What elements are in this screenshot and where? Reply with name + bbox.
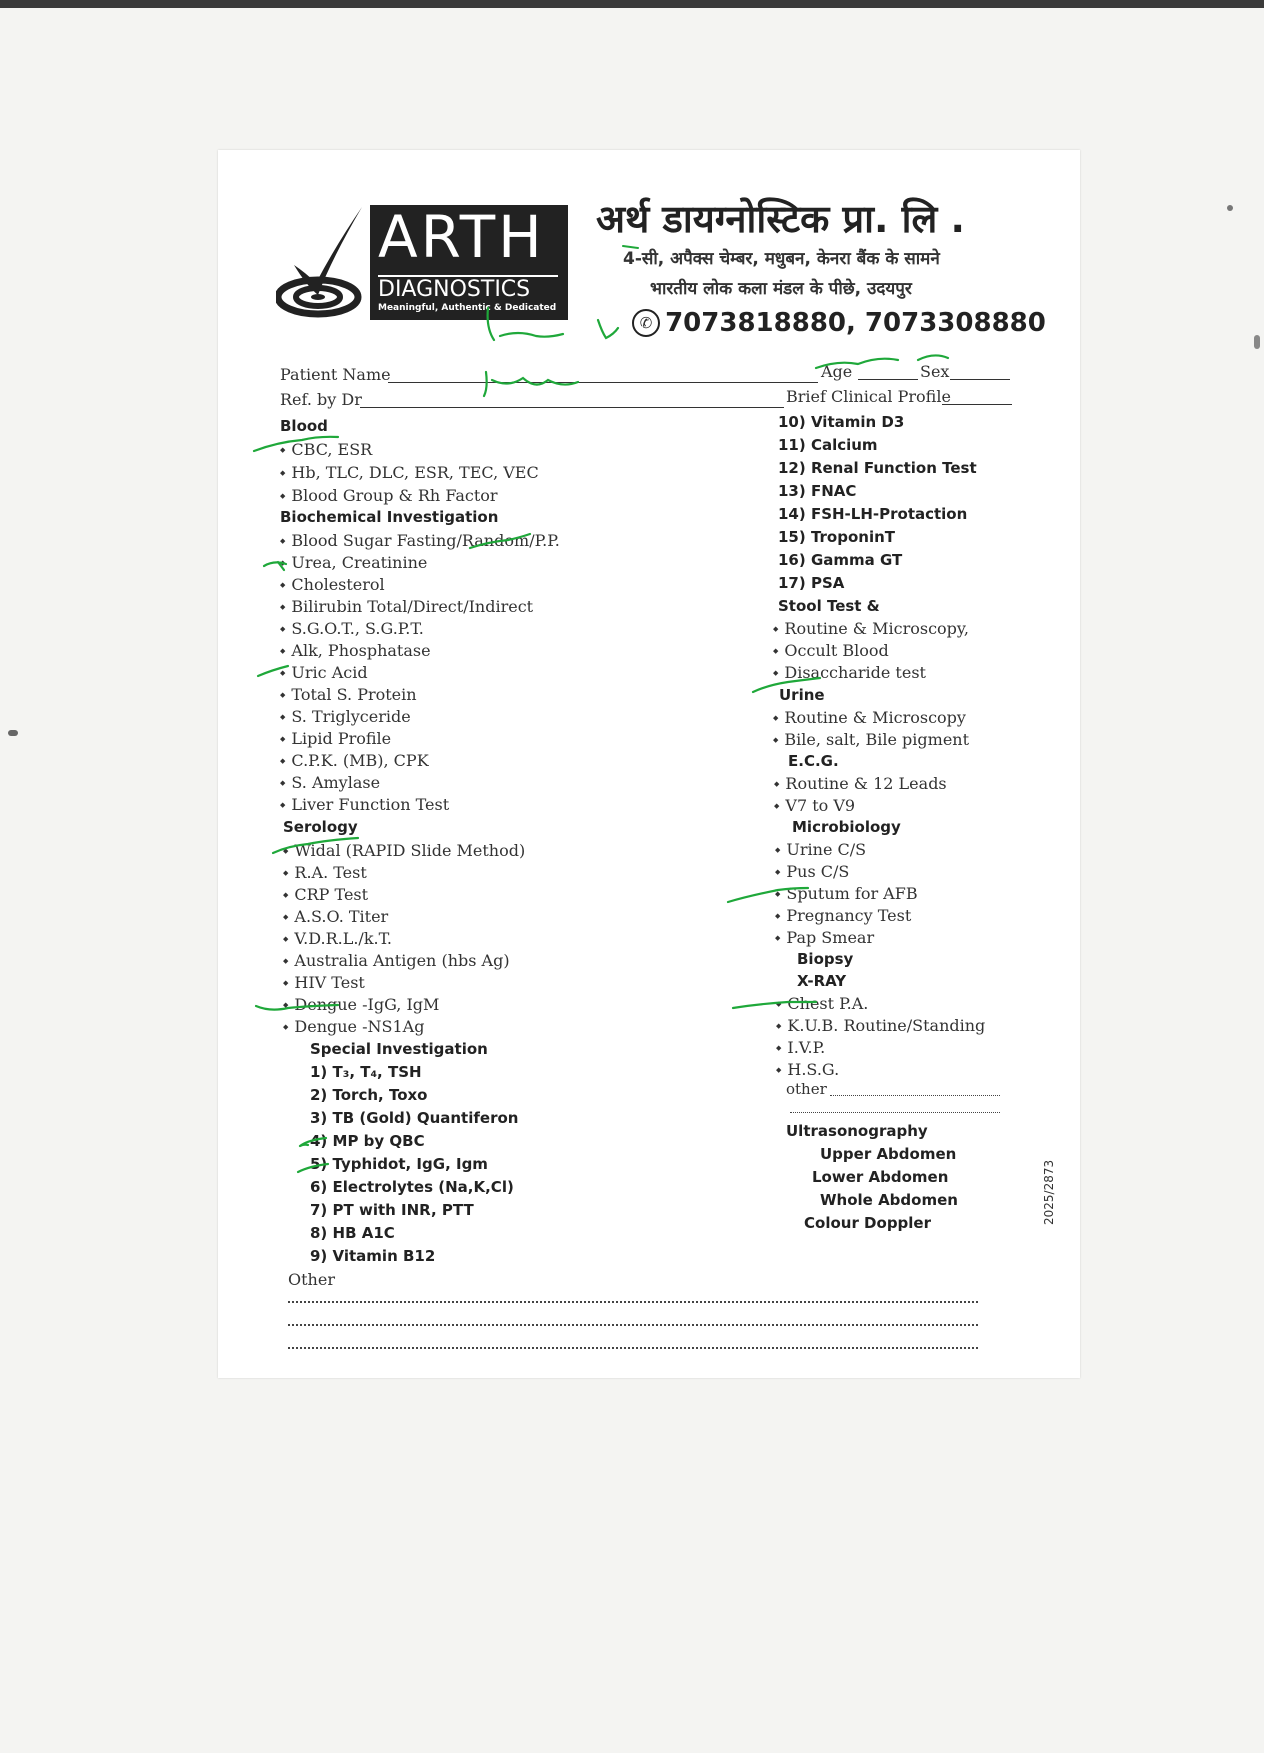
numbered-test: 17) PSA xyxy=(778,574,845,592)
scan-speck xyxy=(8,730,18,736)
test-cholesterol: ◆ Cholesterol xyxy=(280,575,385,594)
special-item: 1) T₃, T₄, TSH xyxy=(310,1063,422,1081)
section-ecg: E.C.G. xyxy=(788,752,839,770)
test-liver-function: ◆ Liver Function Test xyxy=(280,795,449,814)
brand-name: ARTH xyxy=(378,203,545,271)
scan-speck xyxy=(1227,205,1233,211)
test-disaccharide: ◆ Disaccharide test xyxy=(773,663,926,682)
test-pregnancy: ◆ Pregnancy Test xyxy=(775,906,911,925)
section-serology: Serology xyxy=(283,818,358,836)
section-blood: Blood xyxy=(280,417,328,435)
special-item: 5) Typhidot, IgG, Igm xyxy=(310,1155,488,1173)
test-chest-pa: ◆ Chest P.A. xyxy=(776,994,868,1013)
special-item: 8) HB A1C xyxy=(310,1224,395,1242)
special-item: 2) Torch, Toxo xyxy=(310,1086,428,1104)
usg-item: Lower Abdomen xyxy=(812,1168,949,1186)
test-vdrl: ◆ V.D.R.L./k.T. xyxy=(283,929,392,948)
hindi-company-name: अर्थ डायग्नोस्टिक प्रा. लि . xyxy=(596,197,965,241)
other-label: Other xyxy=(288,1270,335,1289)
usg-item: Upper Abdomen xyxy=(820,1145,957,1163)
special-item: 9) Vitamin B12 xyxy=(310,1247,436,1265)
test-uric-acid: ◆ Uric Acid xyxy=(280,663,368,682)
section-xray: X-RAY xyxy=(797,972,847,990)
test-australia-antigen: ◆ Australia Antigen (hbs Ag) xyxy=(283,951,510,970)
phone-numbers: 7073818880, 7073308880 xyxy=(665,308,1046,338)
test-blood-sugar: ◆ Blood Sugar Fasting/Random/P.P. xyxy=(280,531,560,550)
section-urine: Urine xyxy=(779,686,825,704)
numbered-test: 14) FSH-LH-Protaction xyxy=(778,505,968,523)
brand-tagline: Meaningful, Authentic & Dedicated xyxy=(378,303,557,313)
test-dengue-igg: ◆ Dengue -IgG, IgM xyxy=(283,995,439,1014)
test-cbc-esr: ◆ CBC, ESR xyxy=(280,440,372,459)
test-bilirubin: ◆ Bilirubin Total/Direct/Indirect xyxy=(280,597,533,616)
test-sputum-afb: ◆ Sputum for AFB xyxy=(775,884,918,903)
numbered-test: 15) TroponinT xyxy=(778,528,896,546)
test-urea: ◆ Urea, Creatinine xyxy=(280,553,427,572)
test-blood-group: ◆ Blood Group & Rh Factor xyxy=(280,486,498,505)
test-ivp: ◆ I.V.P. xyxy=(776,1038,825,1057)
address-line-2: भारतीय लोक कला मंडल के पीछे, उदयपुर xyxy=(650,279,912,299)
test-dengue-ns1: ◆ Dengue -NS1Ag xyxy=(283,1017,424,1036)
section-special: Special Investigation xyxy=(310,1040,488,1058)
numbered-test: 12) Renal Function Test xyxy=(778,459,977,477)
test-urine-cs: ◆ Urine C/S xyxy=(775,840,866,859)
special-item: 6) Electrolytes (Na,K,Cl) xyxy=(310,1178,514,1196)
scan-speck xyxy=(1254,335,1260,349)
serial-stamp: 2025/2873 xyxy=(1042,1159,1056,1225)
section-biochemical: Biochemical Investigation xyxy=(280,508,499,526)
section-stool: Stool Test & xyxy=(778,597,880,615)
brand-subtitle: DIAGNOSTICS xyxy=(378,275,558,302)
age-label: Age xyxy=(821,362,853,381)
requisition-form xyxy=(218,150,1080,1378)
test-crp: ◆ CRP Test xyxy=(283,885,368,904)
test-pus-cs: ◆ Pus C/S xyxy=(775,862,849,881)
usg-item: Colour Doppler xyxy=(804,1214,932,1232)
test-widal: ◆ Widal (RAPID Slide Method) xyxy=(283,841,525,860)
special-item: 3) TB (Gold) Quantiferon xyxy=(310,1109,519,1127)
handwriting-marks xyxy=(218,150,1080,1378)
test-urine-routine: ◆ Routine & Microscopy xyxy=(773,708,966,727)
test-kub: ◆ K.U.B. Routine/Standing xyxy=(776,1016,985,1035)
section-ultrasonography: Ultrasonography xyxy=(786,1122,928,1140)
scan-top-edge xyxy=(0,0,1264,8)
test-aso: ◆ A.S.O. Titer xyxy=(283,907,388,926)
section-microbiology: Microbiology xyxy=(792,818,901,836)
test-alk-phosphatase: ◆ Alk, Phosphatase xyxy=(280,641,431,660)
test-lipid-profile: ◆ Lipid Profile xyxy=(280,729,391,748)
address-line-1: 4-सी, अपैक्स चेम्बर, मधुबन, केनरा बैंक के सामने xyxy=(623,249,940,269)
special-item: 7) PT with INR, PTT xyxy=(310,1201,474,1219)
test-hb-tlc: ◆ Hb, TLC, DLC, ESR, TEC, VEC xyxy=(280,463,539,482)
numbered-test: 11) Calcium xyxy=(778,436,878,454)
test-bile-salt: ◆ Bile, salt, Bile pigment xyxy=(773,730,969,749)
ref-doctor-label: Ref. by Dr xyxy=(280,390,362,409)
numbered-test: 16) Gamma GT xyxy=(778,551,903,569)
special-item: 4) MP by QBC xyxy=(310,1132,425,1150)
section-biopsy: Biopsy xyxy=(797,950,854,968)
test-hsg: ◆ H.S.G. xyxy=(776,1060,839,1079)
test-ecg-routine: ◆ Routine & 12 Leads xyxy=(774,774,947,793)
test-triglyceride: ◆ S. Triglyceride xyxy=(280,707,411,726)
numbered-test: 13) FNAC xyxy=(778,482,857,500)
test-hiv: ◆ HIV Test xyxy=(283,973,365,992)
test-total-protein: ◆ Total S. Protein xyxy=(280,685,417,704)
patient-name-label: Patient Name xyxy=(280,365,391,384)
test-amylase: ◆ S. Amylase xyxy=(280,773,380,792)
phone-icon: ✆ xyxy=(632,309,660,337)
usg-item: Whole Abdomen xyxy=(820,1191,958,1209)
other-right-label: other xyxy=(786,1080,827,1098)
clinical-profile-label: Brief Clinical Profile xyxy=(786,387,951,406)
test-v7-v9: ◆ V7 to V9 xyxy=(774,796,855,815)
numbered-test: 10) Vitamin D3 xyxy=(778,413,905,431)
test-ra: ◆ R.A. Test xyxy=(283,863,367,882)
test-sgot: ◆ S.G.O.T., S.G.P.T. xyxy=(280,619,424,638)
test-cpk: ◆ C.P.K. (MB), CPK xyxy=(280,751,429,770)
test-stool-routine: ◆ Routine & Microscopy, xyxy=(773,619,969,638)
test-occult-blood: ◆ Occult Blood xyxy=(773,641,889,660)
test-pap-smear: ◆ Pap Smear xyxy=(775,928,874,947)
sex-label: Sex xyxy=(920,362,950,381)
